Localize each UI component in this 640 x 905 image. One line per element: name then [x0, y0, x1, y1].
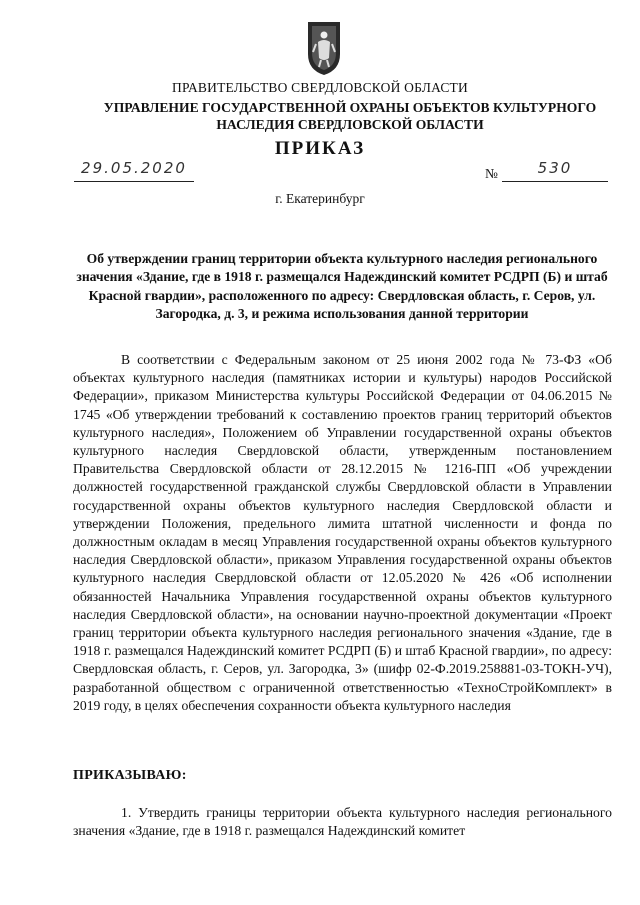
preamble-text: В соответствии с Федеральным законом от 25 июня 2002 года № 73-ФЗ «Об объектах культурного наследия (памятниках истории и культуры) народов Российской Федерации», приказом Министерства культуры Российской Федерации от 04.06.2015 № 1745 «Об утверждении требований к составлению проектов границ территорий объектов культурного наследия», Положением об Управлении государственной охраны объектов культурного наследия Свердловской области, утвержденным постановлением Правительства Свердловской области от 28.12.2015 № 1216-ПП «Об учреждении должностей государственной гражданской службы Свердловской области в Управлении государственной охраны объектов культурного наследия Свердловской области и утверждении Положения, предельного лимита штатной численности и фонда по должностным окладам в месяц Управления государственной охраны объектов культурного наследия Свердловской области», приказом Управления государственной охраны объектов культурного наследия Свердловской области от 12.05.2020 № 426 «Об исполнении обязанностей Начальника Управления государственной охраны объектов культурного наследия Свердловской области», на основании научно-проектной документации «Проект границ территории объекта культурного наследия регионального значения «Здание, где в 1918 г. размещался Надеждинский комитет РСДРП (Б) и штаб Красной гвардии», по адресу: Свердловская область, г. Серов, ул. Загородка, 3» (шифр 02-Ф.2019.258881-03-ТОКН-УЧ), разработанной обществом с ограниченной ответственностью «ТехноСтройКомплект» в 2019 году, в целях обеспечения сохранности объекта культурного наследия — [73, 352, 612, 713]
city: г. Екатеринбург — [275, 191, 365, 206]
order-item-1 — [73, 804, 612, 840]
department-name: УПРАВЛЕНИЕ ГОСУДАРСТВЕННОЙ ОХРАНЫ ОБЪЕКТОВ КУЛЬТУРНОГО НАСЛЕДИЯ СВЕРДЛОВСКОЙ ОБЛАСТИ — [103, 100, 597, 132]
order-item-1-text: 1. Утвердить границы территории объекта культурного наследия регионального значения «Здание, где в 1918 г. размещался Надеждинский комитет — [73, 805, 612, 839]
document-type: ПРИКАЗ — [274, 138, 366, 159]
order-word: ПРИКАЗЫВАЮ: — [73, 768, 187, 783]
order-date: 29.05.2020 — [74, 159, 194, 182]
preamble — [73, 351, 612, 715]
order-title: Об утверждении границ территории объекта культурного наследия регионального значения «Здание, где в 1918 г. размещался Надеждинский комитет РСДРП (Б) и штаб Красной гвардии», расположенного по адресу: Свердловская область, г. Серов, ул. Загородка, д. 3, и режима использования данной территории — [76, 251, 608, 322]
order-number: 530 — [502, 159, 608, 182]
coat-of-arms-icon — [304, 20, 344, 76]
government-name: ПРАВИТЕЛЬСТВО СВЕРДЛОВСКОЙ ОБЛАСТИ — [172, 80, 468, 95]
number-sign: № — [485, 166, 498, 181]
